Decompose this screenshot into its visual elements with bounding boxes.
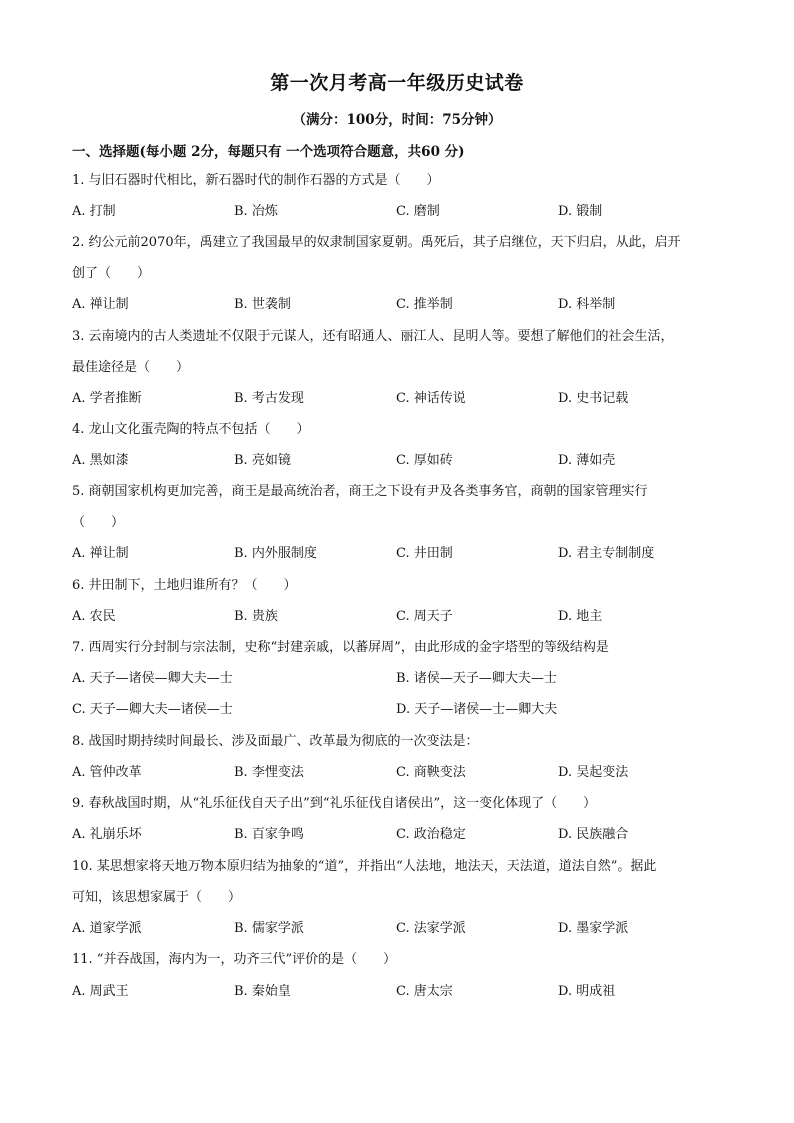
question-5-stem-cont: （ ）: [72, 515, 125, 530]
option-b: B. 儒家学派: [234, 921, 304, 936]
option-a: A. 学者推断: [72, 391, 142, 406]
option-c: C. 天子—卿大夫—诸侯—士: [72, 702, 233, 717]
option-b: B. 亮如镜: [234, 453, 291, 468]
option-b: B. 秦始皇: [234, 984, 291, 999]
option-a: A. 黑如漆: [72, 453, 129, 468]
question-2-options: [72, 296, 732, 314]
question-8-stem: 8. 战国时期持续时间最长、涉及面最广、改革最为彻底的一次变法是：: [72, 734, 479, 749]
option-b: B. 李悝变法: [234, 765, 304, 780]
option-b: B. 考古发现: [234, 391, 304, 406]
option-c: C. 商鞅变法: [396, 765, 466, 780]
option-d: D. 锻制: [558, 204, 603, 219]
option-a: A. 天子—诸侯—卿大夫—士: [72, 671, 233, 686]
option-d: D. 民族融合: [558, 827, 629, 842]
question-9-stem: 9. 春秋战国时期，从“礼乐征伐自天子出”到“礼乐征伐自诸侯出”，这一变化体现了（ ）: [72, 796, 597, 811]
option-a: A. 农民: [72, 609, 116, 624]
option-b: B. 冶炼: [234, 204, 278, 219]
question-11-options: [72, 983, 732, 1001]
question-2-stem: 2. 约公元前2070年，禹建立了我国最早的奴隶制国家夏朝。禹死后，其子启继位，天下归启，从此，启开: [72, 235, 681, 250]
option-d: D. 君主专制制度: [558, 546, 655, 561]
option-a: A. 打制: [72, 204, 116, 219]
question-7-stem: 7. 西周实行分封制与宗法制，史称“封建亲戚，以蕃屏周”，由此形成的金字塔型的等级结构是: [72, 640, 609, 655]
option-a: A. 礼崩乐坏: [72, 827, 142, 842]
question-10-stem-cont: 可知，该思想家属于（ ）: [72, 890, 242, 905]
question-3-options: [72, 390, 732, 408]
option-b: B. 内外服制度: [234, 546, 317, 561]
question-2-stem-cont: 创了（ ）: [72, 266, 151, 281]
question-5-options: [72, 545, 732, 563]
question-7-options-row1: [72, 670, 732, 688]
question-10-stem: 10. 某思想家将天地万物本原归结为抽象的“道”，并指出“人法地，地法天，天法道，道法自然”。据此: [72, 859, 657, 874]
option-a: A. 禅让制: [72, 297, 129, 312]
option-a: A. 管仲改革: [72, 765, 142, 780]
option-a: A. 禅让制: [72, 546, 129, 561]
question-9-options: [72, 826, 732, 844]
option-c: C. 磨制: [396, 204, 440, 219]
option-c: C. 周天子: [396, 609, 453, 624]
option-c: C. 政治稳定: [396, 827, 466, 842]
option-c: C. 厚如砖: [396, 453, 453, 468]
option-c: C. 法家学派: [396, 921, 466, 936]
question-1-stem: 1. 与旧石器时代相比，新石器时代的制作石器的方式是（ ）: [72, 173, 440, 188]
option-d: D. 科举制: [558, 297, 616, 312]
option-c: C. 推举制: [396, 297, 453, 312]
question-4-options: [72, 452, 732, 470]
section-heading: 一、选择题(每小题 2分，每题只有 一个选项符合题意，共60 分): [72, 144, 465, 160]
option-d: D. 明成祖: [558, 984, 616, 999]
option-d: D. 吴起变法: [558, 765, 629, 780]
question-7-options-row2: [72, 701, 732, 719]
question-1-options: [72, 203, 732, 221]
option-d: D. 史书记载: [558, 391, 629, 406]
option-b: B. 贵族: [234, 609, 278, 624]
option-c: C. 唐太宗: [396, 984, 453, 999]
question-10-options: [72, 920, 732, 938]
question-3-stem-cont: 最佳途径是（ ）: [72, 360, 190, 375]
option-d: D. 薄如壳: [558, 453, 616, 468]
option-c: C. 井田制: [396, 546, 453, 561]
question-6-stem: 6. 井田制下，土地归谁所有？（ ）: [72, 578, 297, 593]
option-a: A. 道家学派: [72, 921, 142, 936]
question-5-stem: 5. 商朝国家机构更加完善，商王是最高统治者，商王之下设有尹及各类事务官，商朝的国家管理实行: [72, 484, 648, 499]
question-3-stem: 3. 云南境内的古人类遗址不仅限于元谋人，还有昭通人、丽江人、昆明人等。要想了解他们的社会生活，: [72, 329, 674, 344]
option-b: B. 百家争鸣: [234, 827, 304, 842]
option-b: B. 诸侯—天子—卿大夫—士: [396, 671, 557, 686]
option-a: A. 周武王: [72, 984, 129, 999]
question-6-options: [72, 608, 732, 626]
option-b: B. 世袭制: [234, 297, 291, 312]
option-d: D. 天子—诸侯—士—卿大夫: [396, 702, 558, 717]
option-d: D. 地主: [558, 609, 603, 624]
exam-subtitle: （满分：100分，时间：75分钟）: [292, 112, 502, 128]
question-11-stem: 11. “并吞战国，海内为一，功齐三代”评价的是（ ）: [72, 952, 397, 967]
option-c: C. 神话传说: [396, 391, 466, 406]
question-4-stem: 4. 龙山文化蛋壳陶的特点不包括（ ）: [72, 422, 310, 437]
question-8-options: [72, 764, 732, 782]
exam-title: 第一次月考高一年级历史试卷: [270, 72, 524, 94]
option-d: D. 墨家学派: [558, 921, 629, 936]
